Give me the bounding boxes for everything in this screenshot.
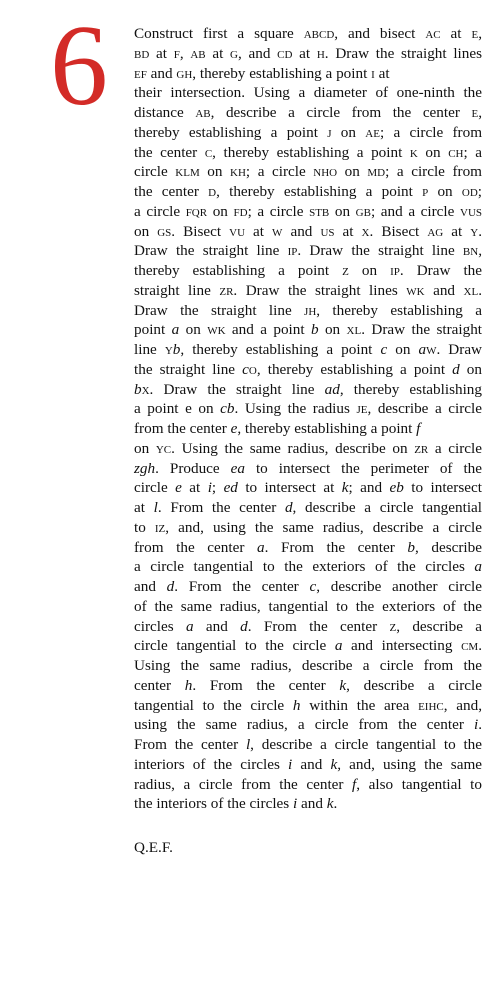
text-run: . From the center — [192, 676, 340, 694]
text-run: at — [443, 222, 471, 240]
point-label: je — [356, 400, 368, 418]
point-label: cd — [277, 44, 293, 62]
italic-label: e — [230, 420, 238, 437]
text-run: . From the center — [174, 578, 310, 595]
text-line — [134, 715, 482, 735]
text-run: Using the same radius, describe a circle from the — [134, 657, 482, 674]
point-label: jh — [304, 301, 317, 319]
text-line — [134, 696, 482, 716]
italic-label: b — [407, 538, 415, 556]
text-run: . — [478, 716, 482, 734]
text-run: . Draw the straight lines — [324, 44, 483, 62]
text-run: on — [348, 262, 391, 279]
text-run: the straight line — [134, 360, 243, 378]
point-label: d — [208, 183, 217, 200]
italic-label: i — [473, 716, 479, 734]
text-line — [134, 202, 482, 222]
point-label: fd — [233, 202, 248, 220]
text-line — [134, 755, 482, 775]
text-run: From the center — [134, 736, 246, 753]
text-run: on — [331, 123, 366, 141]
text-run: distance — [134, 104, 196, 121]
text-run: , describe a circle tangential — [292, 499, 482, 516]
text-run: the center — [134, 143, 205, 161]
text-run: a circle tangential to the exteriors of the circles — [134, 558, 475, 576]
italic-label: k — [339, 676, 347, 694]
italic-label: i — [288, 755, 293, 773]
text-run: , and — [237, 44, 278, 62]
text-run: , thereby establishing a point — [237, 420, 417, 437]
text-run: . Using the radius — [234, 400, 357, 418]
text-run: to intersect at — [237, 479, 342, 497]
point-label: abcd — [303, 25, 335, 42]
text-run: a point e on — [134, 400, 221, 418]
text-run: of the same radius, tangential to the exteriors of the — [134, 597, 482, 615]
text-run: on — [459, 360, 482, 378]
text-run: Draw the straight line — [134, 242, 288, 260]
italic-label: ea — [230, 459, 245, 477]
text-line — [134, 123, 482, 143]
point-label: stb — [309, 202, 330, 220]
point-label: ab — [190, 44, 206, 62]
text-run: at — [292, 44, 317, 62]
text-run: , describe a — [396, 617, 483, 635]
text-run: , also tangential to — [356, 775, 482, 793]
text-run: a circle — [428, 439, 483, 457]
point-label: gb — [355, 202, 371, 220]
text-run: , describe a circle — [367, 400, 482, 418]
italic-label: a — [474, 558, 482, 576]
point-label: gs — [157, 222, 172, 240]
text-run: , thereby establishing a point — [180, 341, 381, 358]
italic-label: b — [172, 341, 181, 358]
point-label: md — [367, 163, 386, 181]
text-run: and a point — [225, 321, 311, 339]
text-run: center — [134, 676, 185, 694]
text-line — [134, 182, 482, 202]
point-label: p — [422, 183, 429, 200]
text-run: from the center — [134, 420, 231, 437]
text-run: ; and a circle — [370, 202, 460, 220]
text-run: , — [179, 44, 191, 62]
point-label: j — [327, 123, 332, 141]
text-run: tangential to the circle — [134, 696, 293, 714]
text-run: on — [329, 202, 356, 220]
text-line — [134, 320, 482, 340]
text-run: , — [478, 104, 482, 121]
text-run: at — [181, 479, 208, 497]
text-run: ; a — [463, 143, 483, 161]
text-run: ; a circle from — [379, 123, 483, 141]
text-run: and — [134, 578, 167, 595]
point-label: eihc — [418, 696, 444, 714]
point-label: e — [471, 104, 479, 121]
point-label: bd — [134, 44, 150, 62]
text-line — [134, 399, 482, 419]
text-run: radius, a circle from the center — [134, 775, 353, 793]
point-label: o — [248, 360, 257, 378]
point-label: c — [204, 143, 213, 161]
text-run: straight line — [134, 281, 220, 299]
text-run: their intersection. Using a diameter of one-ninth the — [134, 84, 482, 102]
point-label: vu — [229, 222, 246, 240]
italic-label: a — [171, 321, 180, 339]
point-label: us — [320, 222, 335, 240]
text-run: at — [440, 25, 472, 42]
text-line — [134, 439, 482, 459]
point-label: ef — [134, 64, 147, 82]
text-run: to intersect the perimeter of the — [244, 459, 482, 477]
italic-label: k — [330, 755, 338, 773]
text-run: ; — [211, 479, 224, 497]
italic-label: e — [175, 479, 182, 497]
text-run: , and, — [443, 696, 482, 714]
point-label: f — [173, 44, 180, 62]
text-run: ; and — [348, 479, 390, 497]
point-label: y — [164, 341, 173, 358]
text-run: ; a circle from — [385, 163, 483, 181]
italic-label: i — [207, 479, 212, 497]
text-run: Construct first a square — [134, 25, 304, 42]
italic-label: a — [334, 637, 343, 655]
text-run: at — [134, 499, 154, 516]
text-line — [134, 636, 482, 656]
italic-label: h — [292, 696, 301, 714]
text-run: , and, using the same radius, describe a circle — [165, 518, 482, 536]
text-run: interiors of the circles — [134, 755, 289, 773]
italic-label: b — [134, 380, 142, 398]
point-label: iz — [154, 518, 166, 536]
text-run: point — [134, 321, 172, 339]
text-run: , and, using the same — [337, 755, 482, 773]
text-run: at — [149, 44, 174, 62]
text-run: circles — [134, 617, 186, 635]
italic-label: zgh — [134, 459, 156, 477]
text-line — [134, 735, 482, 755]
text-line — [134, 143, 482, 163]
text-run: within the area — [300, 696, 419, 714]
point-label: x — [361, 222, 370, 240]
text-run: , describe a circle — [346, 676, 482, 694]
text-run: and — [193, 617, 241, 635]
text-run: circle — [134, 479, 176, 497]
point-label: w — [272, 222, 283, 240]
text-run: at — [374, 64, 390, 82]
construction-text — [134, 24, 482, 814]
text-run: circle tangential to the circle — [134, 637, 335, 655]
point-label: od — [461, 183, 478, 200]
text-run: and — [282, 222, 321, 240]
point-label: i — [371, 64, 375, 82]
section-number: 6 — [50, 2, 108, 130]
text-run: line — [134, 341, 165, 358]
text-line — [134, 617, 482, 637]
text-run: and — [297, 795, 327, 813]
text-run: using the same radius, a circle from the center — [134, 716, 474, 734]
text-run: , thereby establishing a point — [212, 143, 410, 161]
italic-label: l — [245, 736, 251, 753]
text-run: and intersecting — [342, 637, 462, 655]
text-line — [134, 241, 482, 261]
text-run: . Draw the straight line — [149, 380, 325, 398]
text-run: a circle — [134, 202, 186, 220]
point-label: gh — [176, 64, 193, 82]
text-run: to — [134, 518, 155, 536]
text-run: , thereby establishing a point — [192, 64, 372, 82]
italic-label: i — [293, 795, 298, 813]
point-label: wk — [406, 281, 425, 299]
text-run: , describe — [414, 538, 482, 556]
text-run: Draw the straight line — [134, 301, 305, 319]
text-run: at — [334, 222, 362, 240]
text-run: . — [478, 637, 482, 655]
point-label: klm — [175, 163, 200, 181]
text-run: . Bisect — [369, 222, 428, 240]
text-run: on — [387, 341, 419, 358]
point-label: ab — [195, 104, 211, 121]
text-run: thereby establishing a point — [134, 123, 328, 141]
text-run: circle — [134, 163, 176, 181]
text-run: the interiors of the circles — [134, 795, 293, 813]
italic-label: a — [418, 341, 427, 358]
text-run: thereby establishing a point — [134, 262, 343, 279]
text-line — [134, 301, 482, 321]
text-line — [134, 162, 482, 182]
text-run: on — [207, 202, 234, 220]
text-line — [134, 380, 482, 400]
point-label: z — [342, 262, 349, 279]
italic-label: ad — [324, 380, 340, 398]
point-label: xl — [346, 321, 362, 339]
text-run: on — [428, 183, 462, 200]
text-line — [134, 360, 482, 380]
text-run: , — [478, 25, 482, 42]
text-run: on — [417, 143, 449, 161]
text-run: from the center — [134, 538, 257, 556]
point-label: ch — [448, 143, 464, 161]
text-line — [134, 44, 482, 64]
italic-label: f — [352, 775, 357, 793]
point-label: h — [316, 44, 325, 62]
text-line — [134, 518, 482, 538]
text-line — [134, 340, 482, 360]
text-run: , thereby establishing — [339, 380, 482, 398]
text-run: on — [134, 222, 158, 240]
text-run: ; — [477, 183, 483, 200]
text-run: on — [134, 439, 156, 457]
text-run: . Produce — [155, 459, 231, 477]
text-run: the center — [134, 183, 209, 200]
text-run: on — [179, 321, 208, 339]
text-line — [134, 577, 482, 597]
text-line — [134, 281, 482, 301]
point-label: ip — [287, 242, 298, 260]
text-line — [134, 419, 482, 439]
italic-label: b — [310, 321, 319, 339]
point-label: xl — [463, 281, 479, 299]
italic-label: d — [284, 499, 293, 516]
text-run: on — [318, 321, 347, 339]
text-run: on — [337, 163, 368, 181]
point-label: y — [470, 222, 479, 240]
point-label: e — [471, 25, 479, 42]
text-run: , — [478, 242, 482, 260]
text-run: , describe a circle from the center — [210, 104, 472, 121]
point-label: ip — [390, 262, 400, 279]
text-line — [134, 498, 482, 518]
italic-label: d — [240, 617, 248, 635]
text-line — [134, 478, 482, 498]
text-run: to intersect — [403, 479, 482, 497]
text-run: . Bisect — [171, 222, 230, 240]
point-label: bn — [462, 242, 479, 260]
text-line — [134, 261, 482, 281]
text-run: , thereby establishing a — [316, 301, 482, 319]
text-run: , describe another circle — [316, 578, 483, 595]
text-run: and — [146, 64, 177, 82]
italic-label: f — [416, 420, 421, 437]
point-label: ac — [425, 25, 441, 42]
qef-mark: Q.E.F. — [134, 839, 173, 856]
italic-label: k — [326, 795, 334, 813]
text-run: , and bisect — [334, 25, 426, 42]
italic-label: d — [166, 578, 175, 595]
text-run: . — [478, 222, 482, 240]
text-line — [134, 676, 482, 696]
text-run: ; a circle — [247, 202, 310, 220]
italic-label: ed — [223, 479, 238, 497]
point-label: g — [230, 44, 238, 62]
text-run: . Draw — [436, 341, 483, 358]
text-line — [134, 656, 482, 676]
text-run: . — [333, 795, 338, 813]
point-label: x — [141, 380, 150, 398]
italic-label: k — [341, 479, 349, 497]
text-run: . Draw the straight lines — [233, 281, 407, 299]
text-run: ; a circle — [245, 163, 314, 181]
point-label: vus — [460, 202, 483, 220]
italic-label: a — [257, 538, 265, 556]
text-run: and — [424, 281, 464, 299]
point-label: ag — [427, 222, 444, 240]
text-line — [134, 794, 482, 814]
italic-label: l — [153, 499, 158, 516]
point-label: k — [409, 143, 418, 161]
point-label: nho — [313, 163, 338, 181]
point-label: w — [426, 341, 437, 358]
text-run: and — [292, 755, 331, 773]
text-run: . From the center — [247, 617, 390, 635]
text-run: , thereby establishing a point — [256, 360, 453, 378]
point-label: fqr — [185, 202, 208, 220]
text-run: , thereby establishing a point — [216, 183, 423, 200]
text-line — [134, 775, 482, 795]
italic-label: eb — [389, 479, 404, 497]
point-label: wk — [207, 321, 226, 339]
italic-label: d — [452, 360, 460, 378]
text-run: at — [245, 222, 273, 240]
text-line — [134, 538, 482, 558]
text-line — [134, 557, 482, 577]
text-run: . — [478, 281, 482, 299]
point-label: cm — [461, 637, 479, 655]
point-label: yc — [155, 439, 172, 457]
point-label: zr — [219, 281, 234, 299]
text-run: . Draw the straight — [361, 321, 483, 339]
italic-label: h — [184, 676, 193, 694]
point-label: ae — [365, 123, 380, 141]
text-line — [134, 24, 482, 44]
point-label: kh — [230, 163, 246, 181]
italic-label: c — [380, 341, 388, 358]
italic-label: a — [185, 617, 194, 635]
text-run: . Draw the straight line — [297, 242, 463, 260]
point-label: zr — [414, 439, 429, 457]
italic-label: c — [309, 578, 317, 595]
text-run: on — [199, 163, 231, 181]
text-line — [134, 597, 482, 617]
text-run: at — [205, 44, 231, 62]
text-line — [134, 64, 482, 84]
text-line — [134, 83, 482, 103]
text-run: , describe a circle tangential to the — [250, 736, 483, 753]
text-line — [134, 222, 482, 242]
text-run: . Draw the — [399, 262, 483, 279]
text-line — [134, 459, 482, 479]
text-run: . Using the same radius, describe on — [171, 439, 415, 457]
text-run: . From the center — [157, 499, 285, 516]
italic-label: cb — [220, 400, 235, 418]
text-line — [134, 103, 482, 123]
italic-label: c — [242, 360, 249, 378]
text-run: . From the center — [264, 538, 408, 556]
point-label: z — [389, 617, 397, 635]
